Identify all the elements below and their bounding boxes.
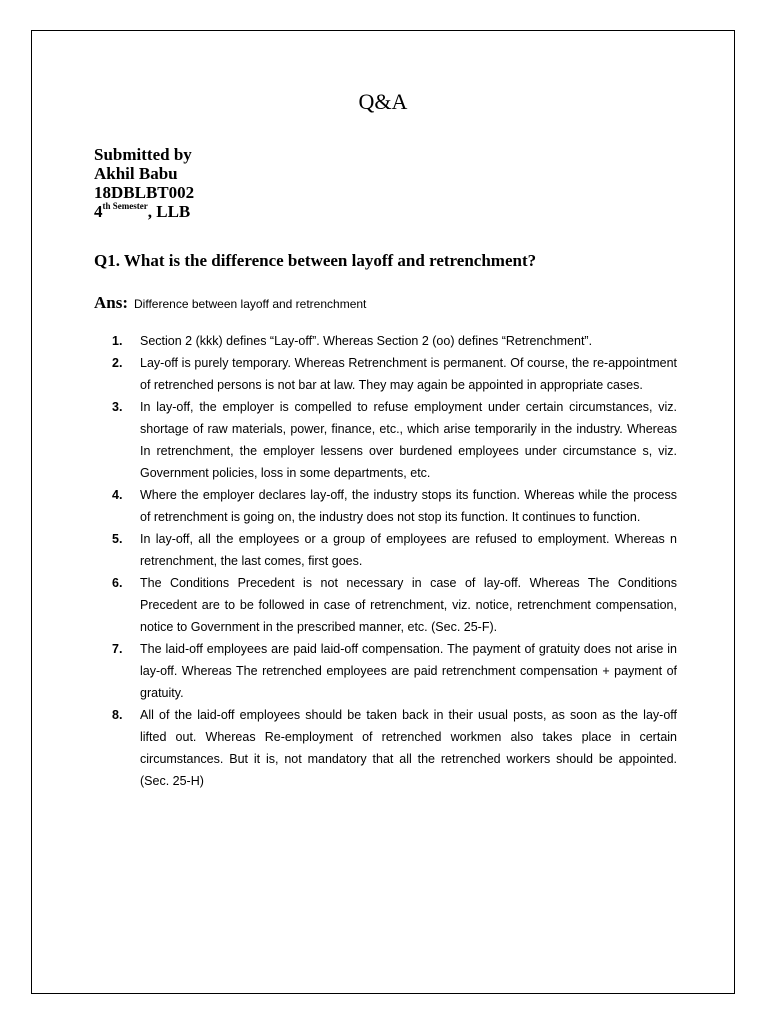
list-item [112,572,677,638]
semester-superscript: th Semester [102,201,148,211]
submission-details [94,145,194,221]
list-item [112,638,677,704]
list-item-text: Where the employer declares lay-off, the industry stops its function. Whereas while the process of retrenchment is going on, the industry does not stop its function. It continues to function. [140,488,677,524]
list-item-number: 6. [112,576,123,590]
semester-number: 4 [94,202,103,221]
list-item-text: Lay-off is purely temporary. Whereas Retrenchment is permanent. Of course, the re-appointment of retrenched persons is not bar at law. They may again be appointed in appropriate cases. [140,356,677,392]
student-roll-number: 18DBLBT002 [94,183,195,202]
list-item-text: In lay-off, the employer is compelled to refuse employment under certain circumstances, viz. shortage of raw materials, power, finance, etc., which arise temporarily in the industry. Whereas In retrenchment, the employer lessens over burdened employees under circumstance s, viz. Government policies, loss in some departments, etc. [140,400,677,480]
list-item [112,330,677,352]
semester-course: , LLB [147,202,191,221]
list-item-text: The laid-off employees are paid laid-off compensation. The payment of gratuity does not arise in lay-off. Whereas The retrenched employees are paid retrenchment compensation + payment of gratuity. [140,642,677,700]
list-item-number: 2. [112,356,123,370]
answer-intro-line [94,293,366,313]
semester-line [94,202,194,221]
answer-label: Ans: [94,293,129,312]
document-page [31,30,735,994]
list-item-text: All of the laid-off employees should be taken back in their usual posts, as soon as the lay-off lifted out. Whereas Re-employment of retrenched workmen also takes place in certain circumstances. But it is, not mandatory that all the retrenched workers should be appointed. (Sec. 25-H) [140,708,677,788]
list-item-text: In lay-off, all the employees or a group of employees are refused to employment. Whereas n retrenchment, the last comes, first goes. [140,532,677,568]
list-item-number: 3. [112,400,123,414]
answer-intro: Difference between layoff and retrenchment [134,297,367,311]
list-item-number: 4. [112,488,123,502]
list-item-text: Section 2 (kkk) defines “Lay-off”. Whereas Section 2 (oo) defines “Retrenchment”. [140,334,593,348]
list-item [112,528,677,572]
list-item [112,352,677,396]
list-item-number: 7. [112,642,123,656]
question-heading: Q1. What is the difference between layoff and retrenchment? [94,251,537,270]
list-item-number: 8. [112,708,123,722]
answer-points-list [112,330,677,792]
list-item [112,396,677,484]
list-item-number: 5. [112,532,123,546]
list-item-text: The Conditions Precedent is not necessary in case of lay-off. Whereas The Conditions Precedent are to be followed in case of retrenchment, viz. notice, retrenchment compensation, notice to Government in the prescribed manner, etc. (Sec. 25-F). [140,576,677,634]
list-item-number: 1. [112,334,123,348]
submitted-by-label: Submitted by [94,145,192,164]
list-item [112,704,677,792]
student-name: Akhil Babu [94,164,178,183]
list-item [112,484,677,528]
page-title: Q&A [358,89,408,114]
